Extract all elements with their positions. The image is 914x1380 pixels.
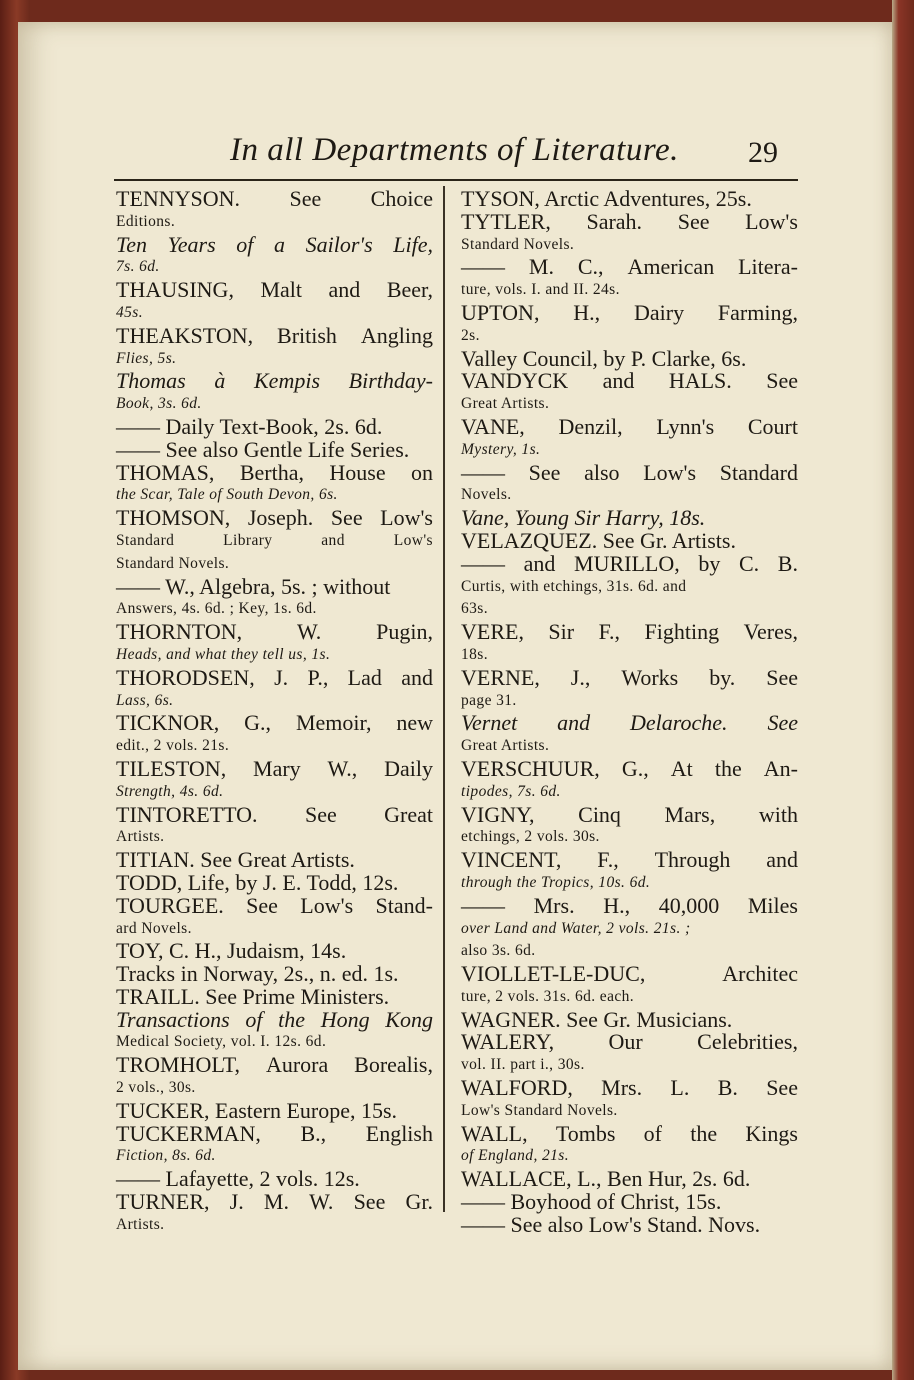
entry-line: vol. II. part i., 30s. — [461, 1056, 585, 1074]
entry-line: VIGNY, Cinq Mars, with — [461, 801, 798, 827]
entry-line: edit., 2 vols. 21s. — [116, 737, 230, 755]
entry-line: —— See also Low's Standard — [461, 459, 798, 485]
entry-line: TODD, Life, by J. E. Todd, 12s. — [116, 869, 399, 895]
entry-line: TUCKER, Eastern Europe, 15s. — [116, 1097, 398, 1123]
entry-line: TURNER, J. M. W. See Gr. — [116, 1189, 433, 1215]
entry-line: Strength, 4s. 6d. — [116, 782, 224, 800]
entry-line: Medical Society, vol. I. 12s. 6d. — [116, 1033, 327, 1051]
entry-line: Editions. — [116, 212, 176, 230]
entry-line: TOURGEE. See Low's Stand- — [116, 892, 433, 918]
entry-line: WALLACE, L., Ben Hur, 2s. 6d. — [461, 1166, 751, 1192]
entry-line: Artists. — [116, 1215, 165, 1233]
page-header — [18, 132, 892, 182]
entry-line: TROMHOLT, Aurora Borealis, — [116, 1052, 433, 1078]
entry-line: THAUSING, Malt and Beer, — [116, 277, 433, 303]
entry-line: —— M. C., American Litera- — [461, 254, 798, 280]
entry-line: VANE, Denzil, Lynn's Court — [461, 413, 798, 439]
entry-line: Lass, 6s. — [116, 691, 174, 709]
entry-line: Flies, 5s. — [116, 349, 177, 367]
entry-line: ture, 2 vols. 31s. 6d. each. — [461, 987, 635, 1005]
entry-line: 7s. 6d. — [116, 258, 160, 276]
entry-line: Vane, Young Sir Harry, 18s. — [461, 505, 706, 531]
entry-line: 45s. — [116, 303, 144, 321]
entry-line: WALFORD, Mrs. L. B. See — [461, 1075, 798, 1101]
entry-line: Artists. — [116, 828, 165, 846]
entry-line: THOMAS, Bertha, House on — [116, 459, 433, 485]
entry-line: Answers, 4s. 6d. ; Key, 1s. 6d. — [116, 600, 317, 618]
entry-line: THOMSON, Joseph. See Low's — [116, 505, 433, 531]
entry-line: Thomas à Kempis Birthday- — [116, 368, 433, 394]
entry-line: TYSON, Arctic Adventures, 25s. — [461, 186, 752, 211]
entry-line: Standard Novels. — [461, 235, 575, 253]
left-column — [116, 188, 433, 1237]
entry-line: VERSCHUUR, G., At the An- — [461, 755, 798, 781]
entry-line: Mystery, 1s. — [461, 440, 541, 458]
entry-line: THORODSEN, J. P., Lad and — [116, 664, 433, 690]
entry-line: TILESTON, Mary W., Daily — [116, 755, 433, 781]
entry-line: through the Tropics, 10s. 6d. — [461, 873, 651, 891]
entry-line: 2 vols., 30s. — [116, 1079, 196, 1097]
entry-line: TYTLER, Sarah. See Low's — [461, 208, 798, 234]
entry-line: TRAILL. See Prime Ministers. — [116, 983, 390, 1009]
entry-line: —— Daily Text-Book, 2s. 6d. — [116, 413, 383, 439]
entry-line: —— and MURILLO, by C. B. — [461, 550, 798, 576]
running-title: In all Departments of Literature. — [230, 132, 679, 168]
entry-line: 63s. — [461, 600, 489, 618]
entry-line: Curtis, with etchings, 31s. 6d. and — [461, 577, 687, 595]
entry-line: Low's Standard Novels. — [461, 1101, 618, 1119]
entry-line: Standard Library and Low's — [116, 531, 433, 549]
entry-line: VANDYCK and HALS. See — [461, 368, 798, 394]
entry-line: ture, vols. I. and II. 24s. — [461, 281, 620, 299]
entry-line: VERNE, J., Works by. See — [461, 664, 798, 690]
entry-line: the Scar, Tale of South Devon, 6s. — [116, 486, 338, 504]
book-page — [18, 22, 892, 1370]
entry-line: Tracks in Norway, 2s., n. ed. 1s. — [116, 961, 399, 987]
entry-line: Vernet and Delaroche. See — [461, 710, 798, 736]
column-divider — [443, 186, 445, 1212]
page-number: 29 — [748, 136, 778, 169]
entry-line: 2s. — [461, 326, 480, 344]
entry-line: UPTON, H., Dairy Farming, — [461, 299, 798, 325]
entry-line: VIOLLET-LE-DUC, Architec — [461, 961, 798, 987]
entry-line: THEAKSTON, British Angling — [116, 322, 433, 348]
entry-line: also 3s. 6d. — [461, 942, 536, 960]
entry-line: —— Lafayette, 2 vols. 12s. — [116, 1166, 360, 1192]
entry-line: Standard Novels. — [116, 554, 230, 572]
entry-line: Ten Years of a Sailor's Life, — [116, 231, 433, 257]
entry-line: TITIAN. See Great Artists. — [116, 847, 355, 873]
entry-line: Valley Council, by P. Clarke, 6s. — [461, 345, 747, 371]
entry-line: Heads, and what they tell us, 1s. — [116, 645, 331, 663]
entry-line: TINTORETTO. See Great — [116, 801, 433, 827]
entry-line: Novels. — [461, 486, 512, 504]
entry-line: —— See also Gentle Life Series. — [116, 436, 410, 462]
entry-line: etchings, 2 vols. 30s. — [461, 828, 600, 846]
entry-line: —— Mrs. H., 40,000 Miles — [461, 892, 798, 918]
entry-line: TICKNOR, G., Memoir, new — [116, 710, 433, 736]
entry-line: WALERY, Our Celebrities, — [461, 1029, 798, 1055]
entry-line: —— Boyhood of Christ, 15s. — [461, 1189, 722, 1215]
entry-line: VELAZQUEZ. See Gr. Artists. — [461, 527, 736, 553]
entry-line: VINCENT, F., Through and — [461, 847, 798, 873]
entry-line: VERE, Sir F., Fighting Veres, — [461, 619, 798, 645]
book-spine-right — [892, 0, 914, 1380]
entry-line: Great Artists. — [461, 395, 550, 413]
entry-line: WAGNER. See Gr. Musicians. — [461, 1006, 733, 1032]
entry-line: THORNTON, W. Pugin, — [116, 619, 433, 645]
entry-line: WALL, Tombs of the Kings — [461, 1120, 798, 1146]
entry-line: Fiction, 8s. 6d. — [116, 1147, 216, 1165]
entry-line: TOY, C. H., Judaism, 14s. — [116, 938, 347, 964]
entry-line: tipodes, 7s. 6d. — [461, 782, 561, 800]
entry-line: Book, 3s. 6d. — [116, 395, 202, 413]
entry-line: TENNYSON. See Choice — [116, 186, 433, 211]
entry-line: Great Artists. — [461, 737, 550, 755]
entry-line: TUCKERMAN, B., English — [116, 1120, 433, 1146]
entry-line: over Land and Water, 2 vols. 21s. ; — [461, 919, 691, 937]
right-column — [461, 188, 798, 1237]
entry-line: Transactions of the Hong Kong — [116, 1006, 433, 1032]
entry-line: of England, 21s. — [461, 1147, 570, 1165]
entry-line: —— W., Algebra, 5s. ; without — [116, 573, 391, 599]
entry-line: —— See also Low's Stand. Novs. — [461, 1211, 761, 1237]
entry-line: page 31. — [461, 691, 517, 709]
entry-line: ard Novels. — [116, 919, 192, 937]
entry-line: 18s. — [461, 645, 489, 663]
header-rule — [114, 179, 798, 181]
